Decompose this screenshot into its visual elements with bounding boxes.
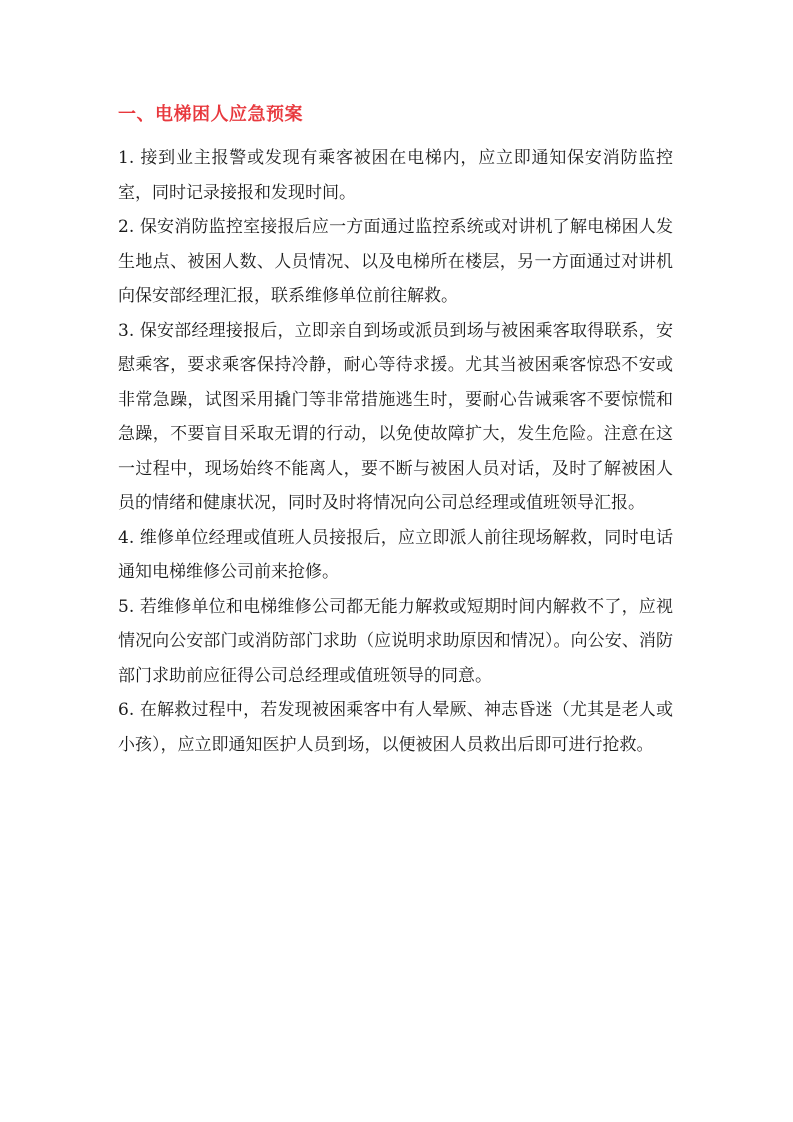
list-item-1: 1. 接到业主报警或发现有乘客被困在电梯内，应立即通知保安消防监控室，同时记录接报和发现时间。 <box>118 148 673 203</box>
list-item-3: 3. 保安部经理接报后，立即亲自到场或派员到场与被困乘客取得联系，安慰乘客，要求乘客保持冷静，耐心等待求援。尤其当被困乘客惊恐不安或非常急躁，试图采用撬门等非常措施逃生时，要耐心告诫乘客不要惊慌和急躁，不要盲目采取无谓的行动，以免使故障扩大，发生危险。注意在这一过程中，现场始终不能离人，要不断与被困人员对话，及时了解被困人员的情绪和健康状况，同时及时将情况向公司总经理或值班领导汇报。 <box>118 320 673 513</box>
document-body <box>118 141 673 762</box>
list-item-6: 6. 在解救过程中，若发现被困乘客中有人晕厥、神志昏迷（尤其是老人或小孩），应立即通知医护人员到场，以便被困人员救出后即可进行抢救。 <box>118 700 673 755</box>
list-item-4: 4. 维修单位经理或值班人员接报后，应立即派人前往现场解救，同时电话通知电梯维修公司前来抢修。 <box>118 527 673 582</box>
list-item-5: 5. 若维修单位和电梯维修公司都无能力解救或短期时间内解救不了，应视情况向公安部门或消防部门求助（应说明求助原因和情况）。向公安、消防部门求助前应征得公司总经理或值班领导的同意。 <box>118 596 673 686</box>
list-item-2: 2. 保安消防监控室接报后应一方面通过监控系统或对讲机了解电梯困人发生地点、被困人数、人员情况、以及电梯所在楼层，另一方面通过对讲机向保安部经理汇报，联系维修单位前往解救。 <box>118 217 673 306</box>
section-title: 一、电梯困人应急预案 <box>118 104 303 125</box>
